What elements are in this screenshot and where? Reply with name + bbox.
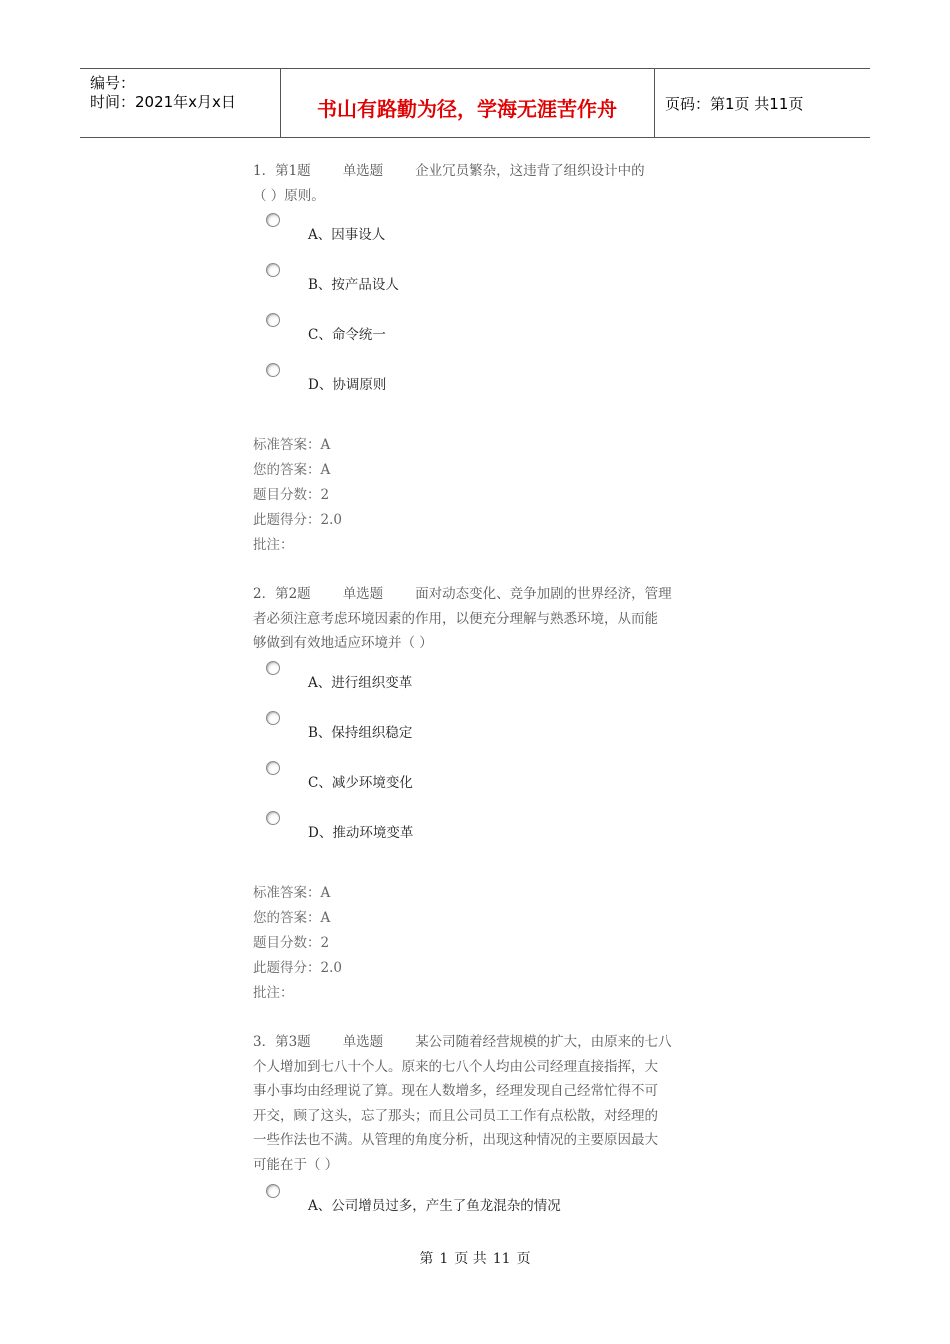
standard-answer: 标准答案：A	[253, 885, 331, 901]
radio-button[interactable]	[266, 711, 280, 725]
header-right-cell	[655, 69, 870, 137]
time-label: 时间：2021年x月x日	[90, 93, 236, 111]
radio-button[interactable]	[266, 263, 280, 277]
question-2	[253, 582, 703, 656]
footer-total: 11	[492, 1251, 511, 1267]
your-answer: 您的答案：A	[253, 462, 331, 478]
question-type: 单选题	[342, 1034, 384, 1050]
standard-answer: 标准答案：A	[253, 437, 331, 453]
page-info: 页码：第1页 共11页	[665, 95, 804, 113]
your-answer: 您的答案：A	[253, 910, 331, 926]
question-1	[253, 159, 703, 208]
note: 批注：	[253, 985, 294, 1001]
question-text: 企业冗员繁杂，这违背了组织设计中的	[415, 163, 645, 179]
footer-page: 1	[439, 1251, 449, 1267]
answer-block-1	[253, 433, 342, 558]
question-text: 够做到有效地适应环境并（ ）	[253, 635, 433, 651]
got-score: 此题得分：2.0	[253, 512, 342, 528]
option-label: D、推动环境变革	[308, 825, 414, 841]
question-number: 1．第1题	[253, 163, 311, 179]
question-number: 3．第3题	[253, 1034, 311, 1050]
question-text: 者必须注意考虑环境因素的作用，以便充分理解与熟悉环境，从而能	[253, 610, 658, 627]
radio-button[interactable]	[266, 661, 280, 675]
motto: 书山有路勤为径，学海无涯苦作舟	[317, 97, 617, 121]
option-label: B、保持组织稳定	[308, 725, 413, 741]
radio-button[interactable]	[266, 313, 280, 327]
question-3	[253, 1030, 703, 1177]
question-text: 面对动态变化、竞争加剧的世界经济，管理	[415, 586, 672, 602]
question-number: 2．第2题	[253, 586, 311, 602]
option-label: A、公司增员过多，产生了鱼龙混杂的情况	[308, 1198, 561, 1214]
option-label: C、命令统一	[308, 327, 386, 343]
question-text: 可能在于（ ）	[253, 1156, 339, 1173]
got-score: 此题得分：2.0	[253, 960, 342, 976]
question-score: 题目分数：2	[253, 935, 330, 951]
number-label: 编号：	[90, 74, 136, 92]
footer-mid: 页 共	[454, 1251, 487, 1267]
header-mid-cell	[280, 69, 655, 137]
option-label: B、按产品设人	[308, 277, 399, 293]
page-footer	[0, 1248, 950, 1268]
question-text: 一些作法也不满。从管理的角度分析，出现这种情况的主要原因最大	[253, 1132, 658, 1148]
question-text: 某公司随着经营规模的扩大，由原来的七八	[415, 1034, 672, 1050]
question-type: 单选题	[342, 163, 384, 179]
option-label: C、减少环境变化	[308, 775, 413, 791]
footer-suffix: 页	[516, 1251, 531, 1267]
question-text: （ ）原则。	[253, 187, 325, 204]
radio-button[interactable]	[266, 811, 280, 825]
radio-button[interactable]	[266, 363, 280, 377]
question-text: 开交，顾了这头，忘了那头；而且公司员工工作有点松散，对经理的	[253, 1107, 658, 1124]
question-text: 个人增加到七八十个人。原来的七八个人均由公司经理直接指挥，大	[253, 1058, 658, 1075]
radio-button[interactable]	[266, 1184, 280, 1198]
header-table	[80, 68, 870, 138]
question-score: 题目分数：2	[253, 487, 330, 503]
header-left-cell	[80, 69, 281, 137]
option-label: A、因事设人	[308, 227, 386, 243]
radio-button[interactable]	[266, 213, 280, 227]
option-label: A、进行组织变革	[308, 675, 413, 691]
question-type: 单选题	[342, 586, 384, 602]
option-label: D、协调原则	[308, 377, 387, 393]
radio-button[interactable]	[266, 761, 280, 775]
note: 批注：	[253, 537, 294, 553]
question-text: 事小事均由经理说了算。现在人数增多，经理发现自己经常忙得不可	[253, 1083, 658, 1099]
answer-block-2	[253, 881, 342, 1006]
footer-prefix: 第	[419, 1251, 434, 1267]
